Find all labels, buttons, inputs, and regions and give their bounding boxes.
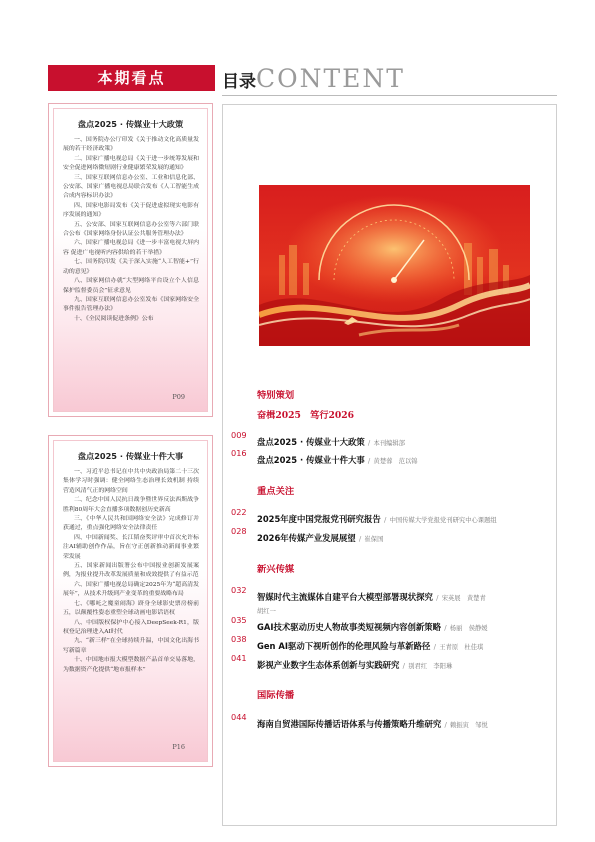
toc-entry-author: 黄楚蓉 范以锦 (373, 458, 418, 465)
highlight-item: 四、国家电影局发布《关于促进虚拟现实电影有序发展的通知》 (63, 202, 199, 219)
highlight-item: 五、国家新闻出版署公布中国报业创新发展案例，为报业提升改革发展质量和成效提供了有益示范 (63, 563, 199, 579)
highlight-item: 二、国家广播电视总局《关于进一步统筹发展和安全促进网络微短剧行业健康繁荣发展的通知》 (63, 155, 199, 172)
toc-entry-title[interactable]: 影视产业数字生态体系创新与实践研究 (257, 660, 400, 670)
toc-entry-separator: / (442, 721, 450, 729)
highlight-card-events[interactable] (48, 435, 213, 767)
cover-image (259, 185, 530, 346)
toc-entry-separator: / (356, 535, 364, 543)
highlight-card-title: 盘点2025 · 传媒业十件大事 (77, 451, 184, 461)
toc-entry-page: 016 (231, 448, 247, 458)
toc-entry-page: 038 (231, 634, 247, 644)
toc-heading-en: CONTENT (256, 64, 405, 93)
toc-heading-rule (222, 95, 557, 96)
toc-entry-author-cont: 胡红一 (257, 608, 276, 615)
toc-entry[interactable] (231, 653, 553, 672)
highlight-item: 七、《哪吒之魔童闹海》跻身全球影史票房榜前五，以颠覆性姿态重塑全球动画电影话语权 (63, 600, 199, 617)
highlight-card-list (54, 134, 207, 324)
toc-section-title: 新兴传媒 (257, 564, 295, 575)
toc-entry-title[interactable]: GAI技术驱动历史人物故事类短视频内容创新策略 (257, 622, 441, 632)
toc-entry-separator: / (365, 439, 373, 447)
toc-entry[interactable] (231, 448, 553, 467)
toc-entry-page: 044 (231, 712, 247, 722)
highlight-item: 九、国家互联网信息办公室发布《国家网络安全事件报告管理办法》 (63, 296, 199, 313)
highlight-item: 七、国务院印发《关于深入实施“人工智能+”行动的意见》 (63, 259, 199, 275)
toc-entry-separator: / (381, 516, 389, 524)
toc-entry-page: 035 (231, 615, 247, 625)
highlight-item: 三、《中华人民共和国网络安全法》完成修订并获通过，重点强化网络安全法律责任 (63, 516, 199, 532)
toc-panel (222, 104, 557, 826)
highlight-item: 八、中国版权保护中心接入DeepSeek-R1，版权登记治理进入AI时代 (63, 619, 199, 635)
toc-heading-cn: 目录 (222, 72, 256, 92)
toc-entry-author: 本刊编辑部 (373, 440, 405, 447)
toc-entry-title[interactable]: 2025年度中国党报党刊研究报告 (257, 514, 381, 524)
highlight-item: 六、国家广播电视总局《进一步丰富电视大屏内容 促进广电视听内容供给的若干举措》 (63, 240, 199, 256)
highlight-item: 二、纪念中国人民抗日战争暨世界反法西斯战争胜利80周年大会直播多项数据创历史新高 (63, 497, 199, 513)
toc-entry[interactable] (231, 634, 553, 653)
toc-entry-page: 032 (231, 585, 247, 595)
toc-entry-separator: / (431, 643, 439, 651)
toc-entry[interactable] (231, 507, 553, 526)
toc-section-title: 特别策划 (257, 390, 295, 401)
highlight-card-policies[interactable] (48, 103, 213, 417)
toc-section-title: 重点关注 (257, 486, 295, 497)
toc-entry-page: 009 (231, 430, 247, 440)
toc-entry-author: 中国传媒大学党报党刊研究中心课题组 (389, 517, 497, 524)
toc-entry[interactable] (231, 585, 553, 615)
toc-entry-title[interactable]: 盘点2025 · 传媒业十件大事 (257, 455, 365, 465)
toc-entry-page: 022 (231, 507, 247, 517)
toc-entry-separator: / (441, 624, 449, 632)
toc-entry-title[interactable]: 海南自贸港国际传播话语体系与传播策略升维研究 (257, 719, 442, 729)
highlight-item: 一、国务院办公厅印发《关于推动文化高质量发展的若干经济政策》 (63, 137, 199, 153)
highlight-card-list (54, 466, 207, 675)
toc-entry-separator: / (365, 457, 373, 465)
highlight-card-body (53, 440, 208, 762)
toc-entry-page: 028 (231, 526, 247, 536)
toc-entry[interactable] (231, 615, 553, 634)
toc-entry[interactable] (231, 526, 553, 545)
highlight-item: 五、公安部、国家互联网信息办公室等六部门联合公布《国家网络身份认证公共服务管理办法》 (63, 221, 199, 238)
toc-section-title: 国际传播 (257, 690, 295, 701)
highlight-item: 三、国家互联网信息办公室、工业和信息化部、公安部、国家广播电视总局联合发布《人工智能生成合成内容标识办法》 (63, 174, 199, 200)
highlight-item: 九、“新三样”在全球持续升温，中国文化出海书写新篇章 (63, 638, 199, 654)
highlight-item: 一、习近平总书记在中共中央政治局第二十三次集体学习时强调：健全网络生态治理长效机制 持续营造风清气正的网络空间 (63, 469, 199, 494)
toc-entry-author: 别君红 李阳琳 (408, 663, 453, 670)
toc-entry-title[interactable]: 盘点2025 · 传媒业十大政策 (257, 437, 365, 447)
toc-entry-author: 宋英展 黄楚青 (441, 595, 486, 602)
highlight-item: 八、国家网信办就“大型网络平台设立个人信息保护监督委员会”征求意见 (63, 278, 199, 294)
toc-entry-title[interactable]: 智媒时代主流媒体自建平台大模型部署现状探究 (257, 592, 433, 602)
highlight-card-page[interactable]: P16 (172, 743, 185, 751)
toc-entry-separator: / (433, 594, 441, 602)
toc-entry-author: 崔保国 (364, 536, 384, 543)
highlight-card-page[interactable]: P09 (172, 393, 185, 401)
toc-entry-title[interactable]: Gen AI驱动下视听创作的伦理风险与革新路径 (257, 641, 431, 651)
toc-heading (222, 64, 405, 94)
highlight-item: 十、《全民阅读促进条例》公布 (74, 315, 154, 322)
toc-entry-page: 041 (231, 653, 247, 663)
highlights-banner: 本期看点 (48, 65, 215, 91)
toc-entry-author: 赖振寅 邹悦 (450, 722, 488, 729)
cover-artwork (259, 185, 530, 346)
highlight-item: 六、国家广播电视总局确定2025年为“超高清发展年”，从技术升级到产业变革的重要战略布局 (63, 581, 199, 598)
toc-entry-separator: / (400, 662, 408, 670)
highlight-card-title: 盘点2025 · 传媒业十大政策 (77, 119, 184, 129)
toc-entry-title[interactable]: 2026年传媒产业发展展望 (257, 533, 356, 543)
toc-entry[interactable] (231, 430, 553, 449)
toc-entry-author: 杨丽 侯静媛 (449, 625, 488, 632)
highlight-card-body (53, 108, 208, 412)
highlight-item: 四、中国新闻奖、长江韬奋奖评审中首次允许标注AI辅助创作作品，旨在守正创新推动新闻事业繁荣发展 (63, 534, 199, 560)
highlight-item: 十、中国地市报大模型数据产品首单交易落地，为数据资产化提供“地市报样本” (63, 657, 199, 673)
toc-entry[interactable] (231, 712, 553, 731)
toc-section-subtitle: 奋楫2025 笃行2026 (257, 410, 355, 421)
toc-entry-author: 王青原 杜佳琪 (439, 644, 484, 651)
